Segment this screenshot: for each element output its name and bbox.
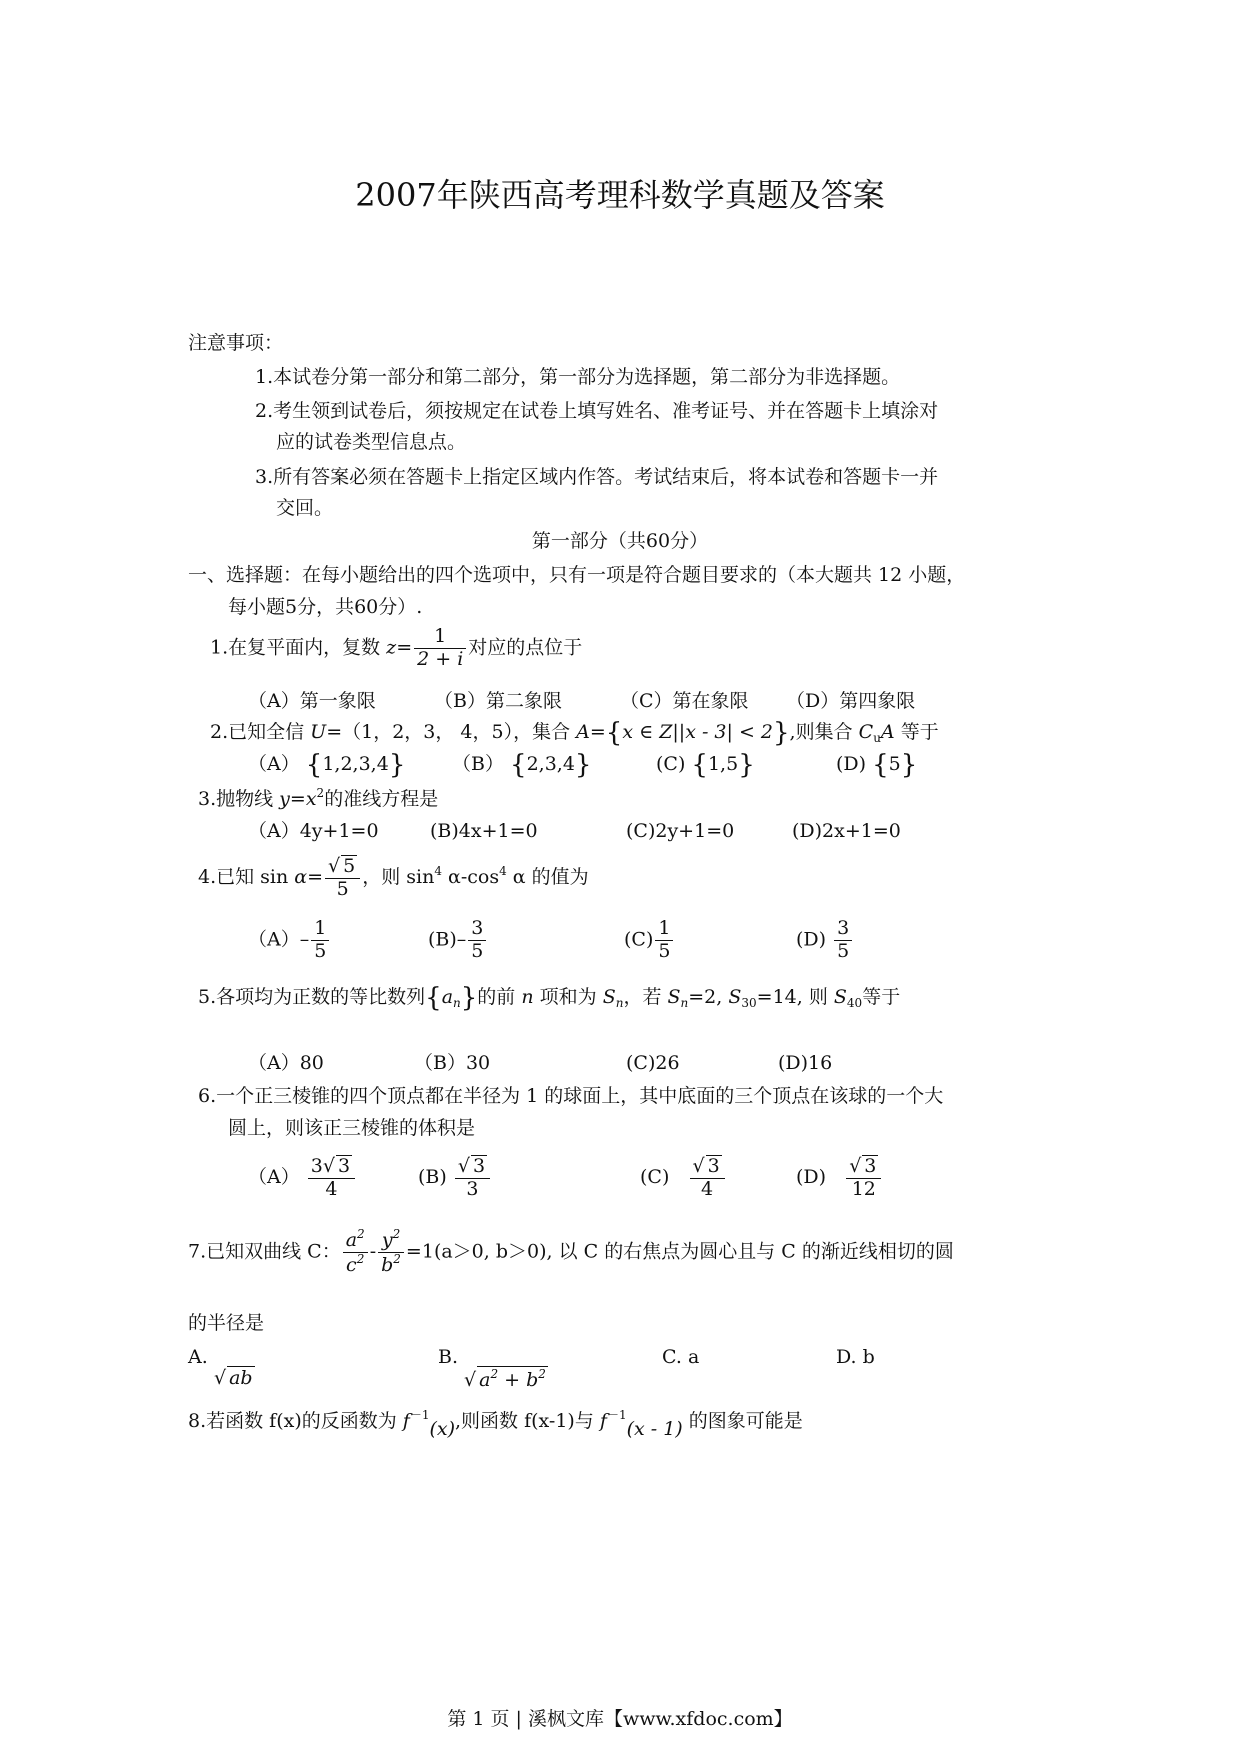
q3-option-c: (C)2y+1=0 <box>626 820 735 842</box>
q5-an: a <box>441 986 454 1008</box>
q5-s-sub: n <box>615 996 624 1010</box>
q2-opt-c-brace-r: } <box>738 750 755 780</box>
q5-mid3: ，若 <box>623 986 668 1008</box>
question-2 <box>210 720 939 746</box>
q7-opt-a-radical-icon: √ <box>214 1367 227 1389</box>
q6-option-b <box>418 1155 492 1201</box>
q7-option-a <box>214 1366 255 1390</box>
q4-option-a <box>248 918 331 963</box>
part-heading: 第一部分（共60分） <box>531 530 709 552</box>
q4-opt-d-num: 3 <box>834 918 852 941</box>
q6-opt-b-radical-icon: √ <box>457 1155 470 1177</box>
q7-opt-b1: a <box>479 1369 491 1391</box>
q8-mid: ,则函数 f(x-1)与 <box>455 1410 600 1432</box>
q2-option-d <box>836 752 917 778</box>
q7-num1 <box>343 1228 368 1253</box>
q4-sup1: 4 <box>434 863 442 878</box>
q7-num1-sup: 2 <box>357 1227 365 1241</box>
q2-opt-b-brace-r: } <box>574 750 592 780</box>
q7-frac-2 <box>378 1228 404 1277</box>
q6-opt-a-den: 4 <box>325 1177 338 1200</box>
q6-opt-b-rad: 3 <box>472 1155 486 1177</box>
q7-option-a-label: A. <box>188 1346 208 1368</box>
q4-mid2: α-cos <box>442 865 500 888</box>
q4-prefix: 4.已知 sin <box>198 865 295 888</box>
q4-opt-b-den: 5 <box>471 939 484 962</box>
q3-option-d: (D)2x+1=0 <box>792 820 901 842</box>
q7-den2-sup: 2 <box>393 1251 401 1266</box>
q7-option-b-label: B. <box>438 1346 459 1368</box>
q5-option-a: （A）80 <box>248 1052 324 1074</box>
q8-f1-sup: －1 <box>409 1408 430 1422</box>
q7-option-b <box>464 1366 548 1392</box>
q6-opt-c-rad: 3 <box>707 1155 720 1177</box>
q1-suffix: 对应的点位于 <box>468 636 583 659</box>
q2-cua-a: A <box>880 721 895 743</box>
q4-opt-c-num: 1 <box>655 918 673 941</box>
q6-opt-a-num <box>308 1155 355 1179</box>
q4-opt-b-num: 3 <box>468 918 486 941</box>
q8-f1-arg: (x) <box>429 1418 456 1440</box>
q2-set-a: x ∈ Z||x - 3| < 2 <box>622 721 773 743</box>
q2-option-a <box>248 752 405 778</box>
q3-option-a: （A）4y+1=0 <box>248 820 379 842</box>
q5-s3: S <box>833 986 847 1008</box>
q7-option-d: D. b <box>836 1346 875 1368</box>
q6-opt-b-frac <box>455 1155 490 1201</box>
q7-opt-b2: b <box>526 1369 539 1391</box>
notice-item-3: 3.所有答案必须在答题卡上指定区域内作答。考试结束后，将本试卷和答题卡一并 <box>255 466 939 488</box>
q5-option-d: (D)16 <box>778 1052 833 1074</box>
q6-option-d <box>796 1155 883 1201</box>
q6-opt-b-label: (B) <box>418 1165 447 1188</box>
q7-eq: =1 <box>405 1240 434 1263</box>
question-4 <box>198 855 589 901</box>
q4-opt-d-label: (D) <box>796 928 827 951</box>
q5-n: n <box>521 986 534 1008</box>
q2-eq: = <box>589 721 606 743</box>
q6-opt-a-label: （A） <box>248 1165 300 1188</box>
q2-opt-a-brace-l: { <box>305 750 323 780</box>
notice-item-2-cont: 应的试卷类型信息点。 <box>276 431 467 453</box>
q5-brace-left: { <box>425 983 442 1013</box>
q2-opt-d-brace-l: { <box>872 750 889 780</box>
q7-opt-b-val <box>477 1366 548 1392</box>
q5-s1: S <box>667 986 681 1008</box>
q5-s2-sub: 30 <box>741 996 757 1010</box>
q6-opt-d-rad: 3 <box>864 1155 877 1177</box>
q5-s2: S <box>728 986 742 1008</box>
q6-opt-a-rad: 3 <box>337 1155 351 1177</box>
q6-opt-c-radical-icon: √ <box>692 1155 705 1177</box>
question-8 <box>188 1408 803 1441</box>
q8-f1: f <box>402 1410 410 1432</box>
page-title: 2007年陕西高考理科数学真题及答案 <box>355 176 885 214</box>
q4-alpha: α <box>294 865 308 888</box>
q1-eq: = <box>396 636 413 659</box>
q1-option-a: （A）第一象限 <box>248 690 376 712</box>
q2-set-u: =（1，2，3， 4，5），集合 <box>326 721 577 743</box>
q2-brace-right: } <box>773 718 790 748</box>
q4-radical-icon: √ <box>328 855 341 877</box>
q4-option-c <box>624 918 675 963</box>
q3-sup: 2 <box>316 786 325 800</box>
q6-opt-d-den: 12 <box>851 1177 876 1200</box>
q8-prefix: 8.若函数 f(x)的反函数为 <box>188 1410 403 1432</box>
q4-option-b <box>428 918 488 963</box>
q2-cua-sub: u <box>873 731 881 745</box>
q4-opt-c-den: 5 <box>658 939 671 962</box>
q7-opt-a-val: ab <box>229 1367 253 1389</box>
q2-brace-left: { <box>605 718 623 748</box>
q1-prefix: 1.在复平面内，复数 <box>210 636 387 659</box>
q5-s1-val: =2, <box>688 986 729 1008</box>
q4-opt-d-frac <box>834 918 852 963</box>
q2-prefix: 2.已知全信 <box>210 721 311 743</box>
q7-num2-val: y <box>381 1229 393 1251</box>
section-line-1: 一、选择题：在每小题给出的四个选项中，只有一项是符合题目要求的（本大题共 12 小题， <box>188 564 966 586</box>
q8-suffix: 的图象可能是 <box>682 1410 803 1432</box>
notice-item-3-cont: 交回。 <box>276 497 334 519</box>
q7-line-2: 的半径是 <box>188 1312 265 1334</box>
q7-option-c: C. a <box>662 1346 700 1368</box>
q4-num-val: 5 <box>343 855 356 877</box>
section-line-2: 每小题5分，共60分）. <box>228 596 423 618</box>
q2-option-b <box>452 752 591 778</box>
q2-opt-b-brace-l: { <box>510 750 527 780</box>
q1-num: 1 <box>414 626 466 649</box>
q5-s1-sub: n <box>680 996 689 1010</box>
q7-frac-1 <box>343 1228 368 1277</box>
q7-num2-sup: 2 <box>392 1227 401 1241</box>
q6-option-c <box>640 1155 727 1201</box>
q7-suffix: (a＞0, b＞0), 以 C 的右焦点为圆心且与 C 的渐近线相切的圆 <box>433 1240 954 1263</box>
q5-brace-right: } <box>460 983 478 1013</box>
q7-den2 <box>378 1253 404 1277</box>
q4-eq: = <box>307 865 324 888</box>
q2-a: A <box>576 721 590 743</box>
q1-fraction <box>414 626 466 671</box>
q7-minus: - <box>369 1240 377 1263</box>
q2-opt-a-set: 1,2,3,4 <box>322 753 389 775</box>
q7-den1 <box>343 1253 368 1277</box>
q2-opt-a-label: （A） <box>248 753 300 775</box>
q3-eq: y=x <box>279 788 317 810</box>
q6-line-2: 圆上，则该正三棱锥的体积是 <box>228 1117 476 1139</box>
q5-option-c: (C)26 <box>626 1052 680 1074</box>
q2-suffix: 等于 <box>894 721 939 743</box>
question-3 <box>198 786 438 811</box>
q7-num2 <box>378 1228 404 1253</box>
q4-den: 5 <box>336 877 349 900</box>
q4-fraction <box>325 855 360 901</box>
q3-prefix: 3.抛物线 <box>198 788 280 810</box>
q4-opt-d-den: 5 <box>837 939 850 962</box>
q1-var: z <box>386 636 397 659</box>
q5-s3-sub: 40 <box>846 996 863 1010</box>
q7-opt-b1-sup: 2 <box>490 1367 499 1381</box>
q5-s2-val: =14, 则 <box>756 986 834 1008</box>
q2-opt-c-brace-l: { <box>691 750 708 780</box>
q4-opt-c-label: (C) <box>624 928 654 951</box>
q4-sup2: 4 <box>499 863 507 878</box>
q6-opt-d-label: (D) <box>796 1165 827 1188</box>
q2-opt-d-set: 5 <box>888 753 901 775</box>
q5-mid2: 项和为 <box>533 986 603 1008</box>
q4-opt-a-num: 1 <box>311 918 329 941</box>
q2-opt-c-label: (C) <box>656 753 686 775</box>
q7-den2-val: b <box>381 1253 394 1276</box>
q6-line-1: 6.一个正三棱锥的四个顶点都在半径为 1 的球面上，其中底面的三个顶点在该球的一个大 <box>198 1085 944 1107</box>
q4-suffix: α 的值为 <box>506 865 589 888</box>
q7-num1-val: a <box>345 1229 358 1251</box>
notice-item-1: 1.本试卷分第一部分和第二部分，第一部分为选择题，第二部分为非选择题。 <box>255 366 901 388</box>
q5-prefix: 5.各项均为正数的等比数列 <box>198 986 426 1008</box>
q7-den1-sup: 2 <box>356 1251 365 1266</box>
q5-mid1: 的前 <box>477 986 522 1008</box>
q2-mid: ,则集合 <box>789 721 859 743</box>
q2-option-c <box>656 752 755 778</box>
q2-opt-a-brace-r: } <box>388 750 406 780</box>
q6-opt-b-den: 3 <box>466 1177 479 1200</box>
q1-option-c: （C）第在象限 <box>620 690 749 712</box>
q4-opt-b-frac <box>468 918 486 963</box>
q5-an-sub: n <box>453 996 461 1010</box>
q6-opt-d-frac <box>846 1155 881 1201</box>
page-footer: 第 1 页 | 溪枫文库【www.xfdoc.com】 <box>447 1708 793 1730</box>
q4-opt-a-den: 5 <box>314 939 327 962</box>
notice-heading: 注意事项： <box>188 332 284 354</box>
q2-opt-d-brace-r: } <box>900 750 918 780</box>
q1-den: 2 + i <box>417 647 464 670</box>
q1-option-b: （B）第二象限 <box>434 690 562 712</box>
q6-opt-d-radical-icon: √ <box>849 1155 862 1177</box>
q2-cua: C <box>858 721 874 743</box>
q4-opt-c-frac <box>655 918 673 963</box>
q5-suffix: 等于 <box>862 986 901 1008</box>
q7-prefix: 7.已知双曲线 C： <box>188 1240 341 1263</box>
q4-option-d <box>796 918 854 963</box>
q4-opt-a-frac <box>311 918 329 963</box>
q2-opt-b-set: 2,3,4 <box>526 753 575 775</box>
q6-opt-c-den: 4 <box>701 1177 714 1200</box>
q6-opt-d-num <box>846 1155 881 1179</box>
q5-s: S <box>602 986 616 1008</box>
q2-opt-b-label: （B） <box>452 753 504 775</box>
q6-opt-c-frac <box>690 1155 725 1201</box>
question-5 <box>198 985 900 1011</box>
q2-opt-d-label: (D) <box>836 753 867 775</box>
q4-opt-b-label: (B)– <box>428 928 467 951</box>
q6-opt-a-radical-icon: √ <box>322 1155 335 1177</box>
q4-opt-a-label: （A）– <box>248 928 310 951</box>
q6-opt-c-label: (C) <box>640 1165 670 1188</box>
q3-option-b: (B)4x+1=0 <box>430 820 538 842</box>
question-1 <box>210 626 582 671</box>
q7-opt-b2-sup: 2 <box>538 1367 546 1381</box>
q6-opt-a-frac <box>308 1155 355 1201</box>
q6-option-a <box>248 1155 357 1201</box>
q4-num <box>325 855 360 879</box>
question-7 <box>188 1228 954 1277</box>
q7-opt-b-radical-icon: √ <box>464 1369 477 1391</box>
q8-f2: f <box>599 1410 607 1432</box>
q6-opt-a-coef: 3 <box>310 1155 323 1177</box>
notice-item-2: 2.考生领到试卷后，须按规定在试卷上填写姓名、准考证号、并在答题卡上填涂对 <box>255 400 939 422</box>
q5-option-b: （B）30 <box>414 1052 491 1074</box>
q6-opt-c-num <box>690 1155 725 1179</box>
q6-opt-b-num <box>455 1155 490 1179</box>
q7-den1-val: c <box>346 1253 357 1276</box>
q7-opt-b-plus: + <box>498 1369 527 1391</box>
q2-opt-c-set: 1,5 <box>707 753 739 775</box>
q8-f2-sup: －1 <box>606 1408 627 1422</box>
q3-suffix: 的准线方程是 <box>324 788 439 810</box>
q4-mid: ，则 sin <box>362 865 435 888</box>
q2-u: U <box>310 721 327 743</box>
q1-option-d: （D）第四象限 <box>786 690 916 712</box>
q8-f2-arg: (x - 1) <box>626 1418 683 1440</box>
